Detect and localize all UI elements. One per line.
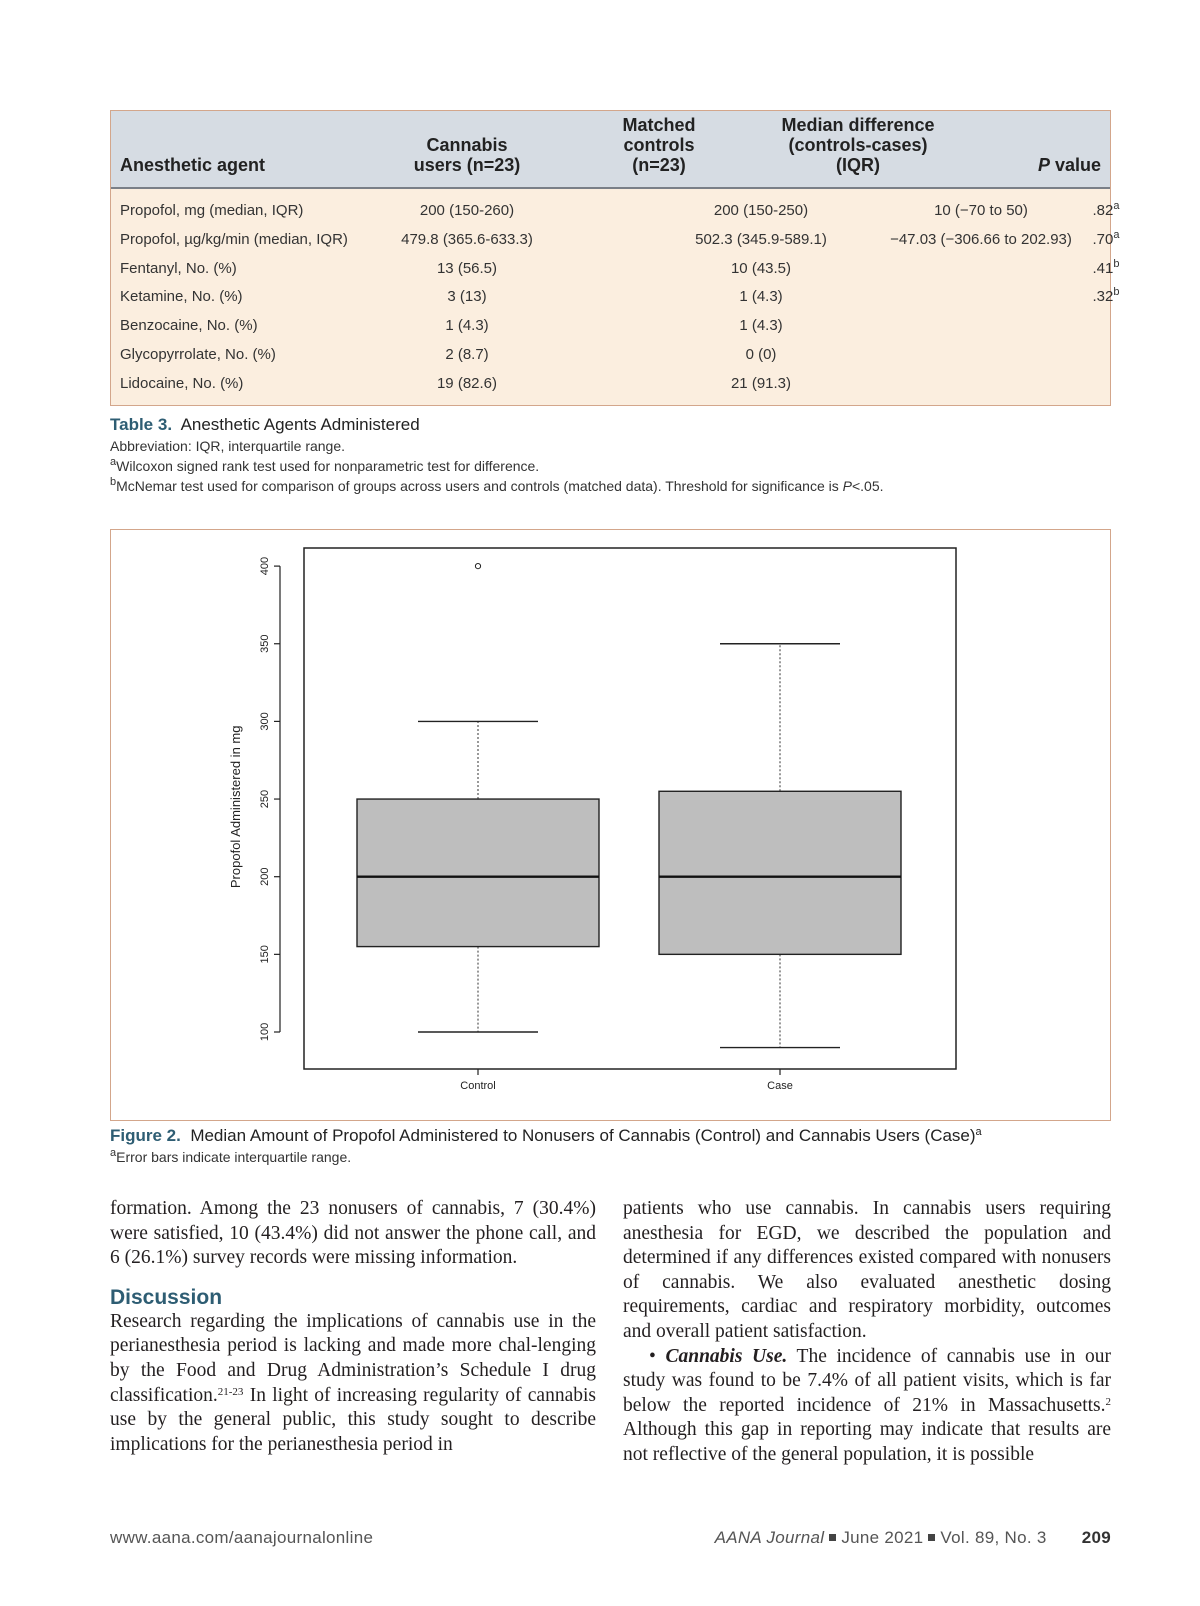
x-tick-label: Control xyxy=(460,1080,496,1092)
left-paragraph-2-ref: 21-23 xyxy=(217,1385,244,1398)
table-note-b-sup: b xyxy=(110,476,117,488)
table-note-b-post: <.05. xyxy=(851,478,884,494)
figure-caption xyxy=(110,1126,982,1146)
figure-note xyxy=(110,1149,351,1165)
table-row xyxy=(111,341,1110,369)
cell-agent: Glycopyrrolate, No. (%) xyxy=(120,346,276,363)
cell-agent: Benzocaine, No. (%) xyxy=(120,317,258,335)
y-tick-label: 300 xyxy=(259,712,271,731)
header-controls-line2: controls xyxy=(623,135,695,155)
cell-p-value xyxy=(1046,283,1166,311)
box-iqr xyxy=(357,799,599,947)
table-row xyxy=(111,226,1120,254)
cell-users: 1 (4.3) xyxy=(445,317,489,335)
figure-caption-label: Figure 2. xyxy=(110,1126,181,1145)
figure-caption-sup: a xyxy=(975,1126,982,1138)
header-p-rest: value xyxy=(1049,155,1101,175)
table-note-b xyxy=(110,478,884,494)
left-paragraph-2 xyxy=(110,1310,596,1458)
cell-users: 19 (82.6) xyxy=(436,374,498,392)
cell-median-diff: 10 (−70 to 50) xyxy=(934,202,1028,219)
table-row xyxy=(111,255,1120,283)
cell-p-value xyxy=(1046,226,1166,254)
cell-users: 3 (13) xyxy=(447,288,487,306)
square-bullet-icon xyxy=(829,1534,836,1541)
cell-users: 479.8 (365.6-633.3) xyxy=(401,230,533,248)
p-value-sup: b xyxy=(1113,257,1120,270)
footer-journal: AANA Journal xyxy=(714,1528,825,1547)
cell-agent: Ketamine, No. (%) xyxy=(120,288,243,306)
header-users-line2: users (n=23) xyxy=(413,155,521,175)
y-tick-label: 200 xyxy=(259,867,271,886)
header-agent xyxy=(120,155,265,175)
table-note-a-sup: a xyxy=(110,456,117,468)
square-bullet-icon xyxy=(928,1534,935,1541)
x-tick-label: Case xyxy=(767,1080,793,1092)
table-note-a xyxy=(110,458,539,474)
cell-users: 13 (56.5) xyxy=(436,259,498,277)
p-value-sup: b xyxy=(1113,286,1120,299)
header-users-line1: Cannabis xyxy=(426,135,508,155)
figure-note-text: Error bars indicate interquartile range. xyxy=(116,1149,352,1165)
cell-p-value xyxy=(1046,255,1166,283)
header-users xyxy=(371,135,563,175)
right-paragraph-2-italic: Cannabis Use. xyxy=(665,1345,788,1367)
p-value-text: .70 xyxy=(1092,230,1114,248)
right-paragraph-2 xyxy=(623,1345,1111,1468)
cell-controls: 0 (0) xyxy=(745,346,777,363)
figure-2 xyxy=(110,529,1111,1121)
right-paragraph-2-a: The incidence of cannabis use in our study was found to be 7.4% of all patient visits, which is far below the reported incidence of 21% in Massachusetts. xyxy=(623,1345,1112,1416)
p-value-text: .82 xyxy=(1092,202,1114,219)
cell-controls: 10 (43.5) xyxy=(730,259,792,277)
y-axis-label: Propofol Administered in mg xyxy=(228,725,243,889)
table-header xyxy=(111,111,1110,189)
left-paragraph-2-a: Research regarding the implications of cannabis use in the perianesthesia period is lacking and made more chal-lenging by the Food and Drug Administration’s Schedule I drug classification. xyxy=(110,1310,596,1406)
left-column xyxy=(110,1197,596,1457)
y-tick-label: 100 xyxy=(259,1022,271,1042)
cell-controls: 21 (91.3) xyxy=(730,374,792,392)
right-paragraph-2-ref: 2 xyxy=(1105,1395,1111,1408)
cell-controls: 502.3 (345.9-589.1) xyxy=(695,230,827,248)
cell-controls: 200 (150-250) xyxy=(713,202,809,219)
cell-users: 2 (8.7) xyxy=(445,346,489,363)
header-median-line2: (controls-cases) xyxy=(788,135,928,155)
y-tick-label: 400 xyxy=(259,556,271,576)
boxplot-chart xyxy=(111,530,1110,1120)
cell-agent: Lidocaine, No. (%) xyxy=(120,374,244,392)
table-row xyxy=(111,197,1120,225)
table-note-b-pre: McNemar test used for comparison of groups across users and controls (matched data). Threshold for significance is xyxy=(116,478,843,494)
table-row xyxy=(111,370,1110,398)
figure-caption-title: Median Amount of Propofol Administered to Nonusers of Cannabis (Control) and Cannabis Users (Case) xyxy=(190,1126,976,1145)
left-paragraph-1: formation. Among the 23 nonusers of cannabis, 7 (30.4%) were satisfied, 10 (43.4%) did not answer the phone call, and 6 (26.1%) survey records were missing information. xyxy=(110,1198,596,1269)
cell-p-value xyxy=(1046,197,1166,225)
cell-users: 200 (150-260) xyxy=(419,202,515,219)
box-iqr xyxy=(659,791,901,954)
right-paragraph-2-b: Although this gap in reporting may indicate that results are not reflective of the general population, it is possible xyxy=(623,1419,1111,1465)
outlier-point xyxy=(475,564,480,569)
table-3 xyxy=(110,110,1120,406)
footer-url[interactable]: www.aana.com/aanajournalonline xyxy=(110,1528,374,1547)
header-p-italic: P xyxy=(1037,155,1050,175)
footer-date: June 2021 xyxy=(841,1528,924,1547)
cell-controls: 1 (4.3) xyxy=(739,288,783,306)
cell-controls: 1 (4.3) xyxy=(739,317,783,335)
figure-note-sup: a xyxy=(110,1147,117,1159)
right-paragraph-2-bullet: • xyxy=(649,1345,666,1367)
y-tick-label: 350 xyxy=(259,634,271,653)
table-caption xyxy=(110,415,420,435)
header-median-diff xyxy=(753,115,963,175)
table-caption-label: Table 3. xyxy=(110,415,173,434)
header-controls-line1: Matched xyxy=(622,115,696,135)
y-tick-label: 150 xyxy=(259,945,271,964)
p-value-sup: a xyxy=(1113,200,1120,212)
header-agent-text: Anesthetic agent xyxy=(120,155,266,175)
cell-agent: Propofol, µg/kg/min (median, IQR) xyxy=(120,230,348,248)
y-tick-label: 250 xyxy=(259,789,271,809)
header-median-line1: Median difference xyxy=(781,115,935,135)
header-median-line3: (IQR) xyxy=(836,155,880,175)
header-controls xyxy=(591,115,727,175)
cell-median-diff: −47.03 (−306.66 to 202.93) xyxy=(890,230,1072,248)
right-column xyxy=(623,1197,1111,1468)
table-note-b-italic: P xyxy=(842,478,852,494)
footer-volume: Vol. 89, No. 3 xyxy=(940,1528,1047,1547)
p-value-text: .32 xyxy=(1092,288,1114,306)
left-paragraph-2-b: In light of increasing regularity of cannabis use by the general public, this study sought to describe implications for the perianesthesia period in xyxy=(110,1384,596,1455)
header-controls-line3: (n=23) xyxy=(632,155,686,175)
table-abbreviation: Abbreviation: IQR, interquartile range. xyxy=(110,438,346,454)
right-paragraph-1: patients who use cannabis. In cannabis users requiring anesthesia for EGD, we described the population and determined if any differences existed compared with nonusers of cannabis. We also evaluated anesthetic dosing requirements, cardiac and respiratory morbidity, outcomes and overall patient satisfaction. xyxy=(623,1198,1111,1342)
p-value-text: .41 xyxy=(1092,259,1114,277)
cell-agent: Fentanyl, No. (%) xyxy=(120,259,237,277)
cell-agent: Propofol, mg (median, IQR) xyxy=(120,202,304,219)
table-row xyxy=(111,312,1110,340)
p-value-sup: a xyxy=(1113,228,1120,241)
table-note-a-text: Wilcoxon signed rank test used for nonparametric test for difference. xyxy=(116,458,540,474)
table-caption-title: Anesthetic Agents Administered xyxy=(180,415,420,434)
discussion-heading: Discussion xyxy=(110,1285,223,1309)
header-p-value xyxy=(981,155,1101,175)
table-row xyxy=(111,283,1120,311)
footer-citation xyxy=(715,1528,1111,1548)
footer-page-number: 209 xyxy=(1081,1528,1111,1547)
